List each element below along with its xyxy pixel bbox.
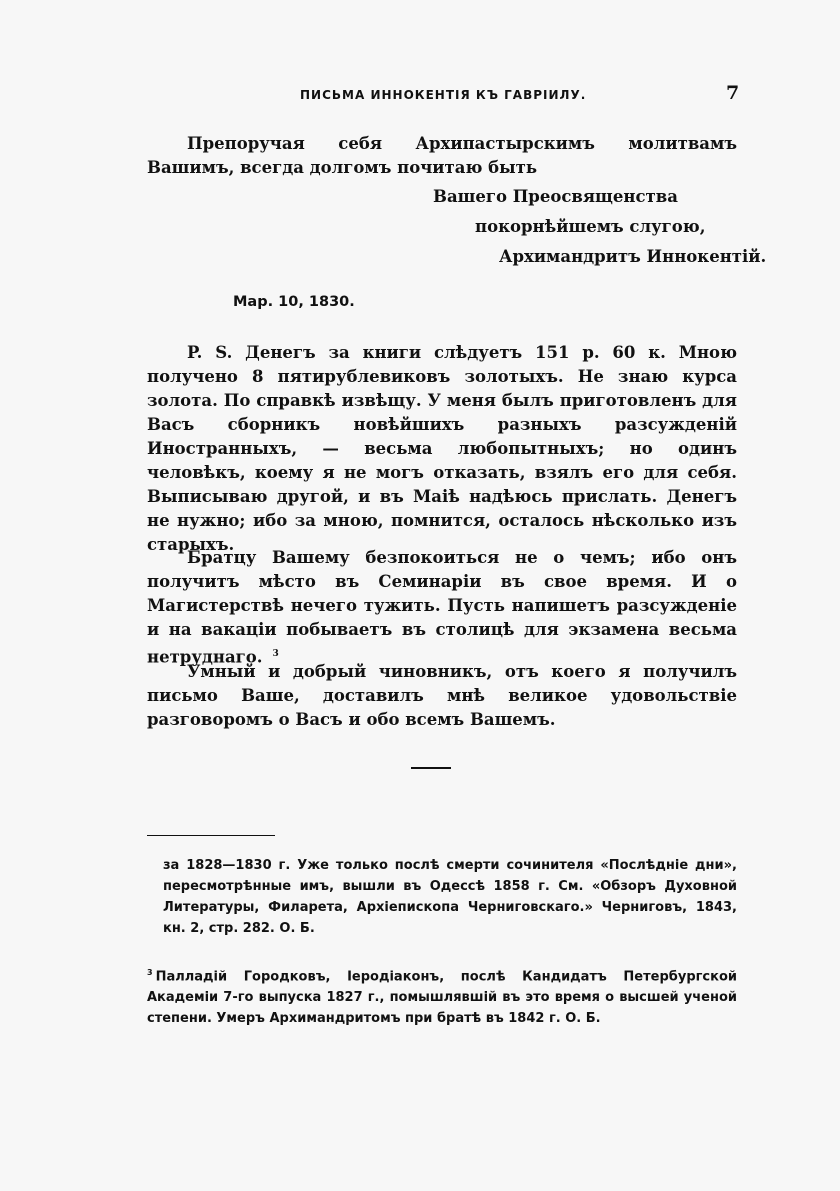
signature: Архимандритъ Иннокентій.	[499, 247, 767, 266]
letter-paragraph-1: Препоручая себя Архипастырскимъ молитвамъ Вашимъ, всегда долгомъ почитаю быть	[147, 134, 737, 177]
postscript-paragraph: P. S. Денегъ за книги слѣдуетъ 151 р. 60 к. Мною получено 8 пятирублевиковъ золотыхъ. Не знаю курса золота. По справкѣ извѣщу. У меня былъ приготовленъ для Васъ сборникъ новѣйшихъ разныхъ разсужденій Иностранныхъ, — весьма любопытныхъ; но одинъ человѣкъ, коему я не могъ отказать, взялъ его для себя. Выписываю другой, и въ Маіѣ надѣюсь прислать. Денегъ не нужно; ибо за мною, помнится, осталось нѣсколько изъ старыхъ.	[147, 343, 737, 554]
footnote-3-marker: 3	[147, 968, 153, 977]
closing-servant: покорнѣйшемъ слугою,	[475, 217, 706, 236]
footnote-continued: за 1828—1830 г. Уже только послѣ смерти сочинителя «Послѣдніе дни», пересмотрѣнные имъ, вышли въ Одессѣ 1858 г. См. «Обзоръ Духовной Литературы, Филарета, Архіепископа Черниговскаго.» Черниговъ, 1843, кн. 2, стр. 282. О. Б.	[163, 858, 737, 936]
brother-paragraph-text: Братцу Вашему безпокоиться не о чемъ; ибо онъ получитъ мѣсто въ Семинаріи въ свое время. И о Магистерствѣ нечего тужить. Пусть напишетъ разсужденіе и на вакаціи побываетъ въ столицѣ для экзамена весьма нетруднаго.	[147, 548, 737, 667]
footnote-3-text: Палладій Городковъ, Іеродіаконъ, послѣ Кандидатъ Петербургской Академіи 7-го выпуска 1827 г., помышлявшій въ это время о высшей ученой степени. Умеръ Архимандритомъ при братѣ въ 1842 г. О. Б.	[147, 969, 737, 1027]
footnote-rule	[147, 835, 275, 836]
footnote-3	[147, 962, 737, 1029]
running-head: ПИСЬМА ИННОКЕНТІЯ КЪ ГАВРIИЛУ.	[300, 88, 587, 102]
footnote-reference-3: 3	[272, 649, 279, 659]
section-separator	[411, 767, 451, 769]
brother-paragraph	[147, 546, 737, 670]
closing-salutation: Вашего Преосвященства	[433, 187, 678, 206]
page-number: 7	[726, 82, 740, 104]
letter-date: Мар. 10, 1830.	[233, 294, 355, 310]
official-paragraph: Умный и добрый чиновникъ, отъ коего я получилъ письмо Ваше, доставилъ мнѣ великое удовольствіе разговоромъ о Васъ и обо всемъ Вашемъ.	[147, 662, 737, 729]
